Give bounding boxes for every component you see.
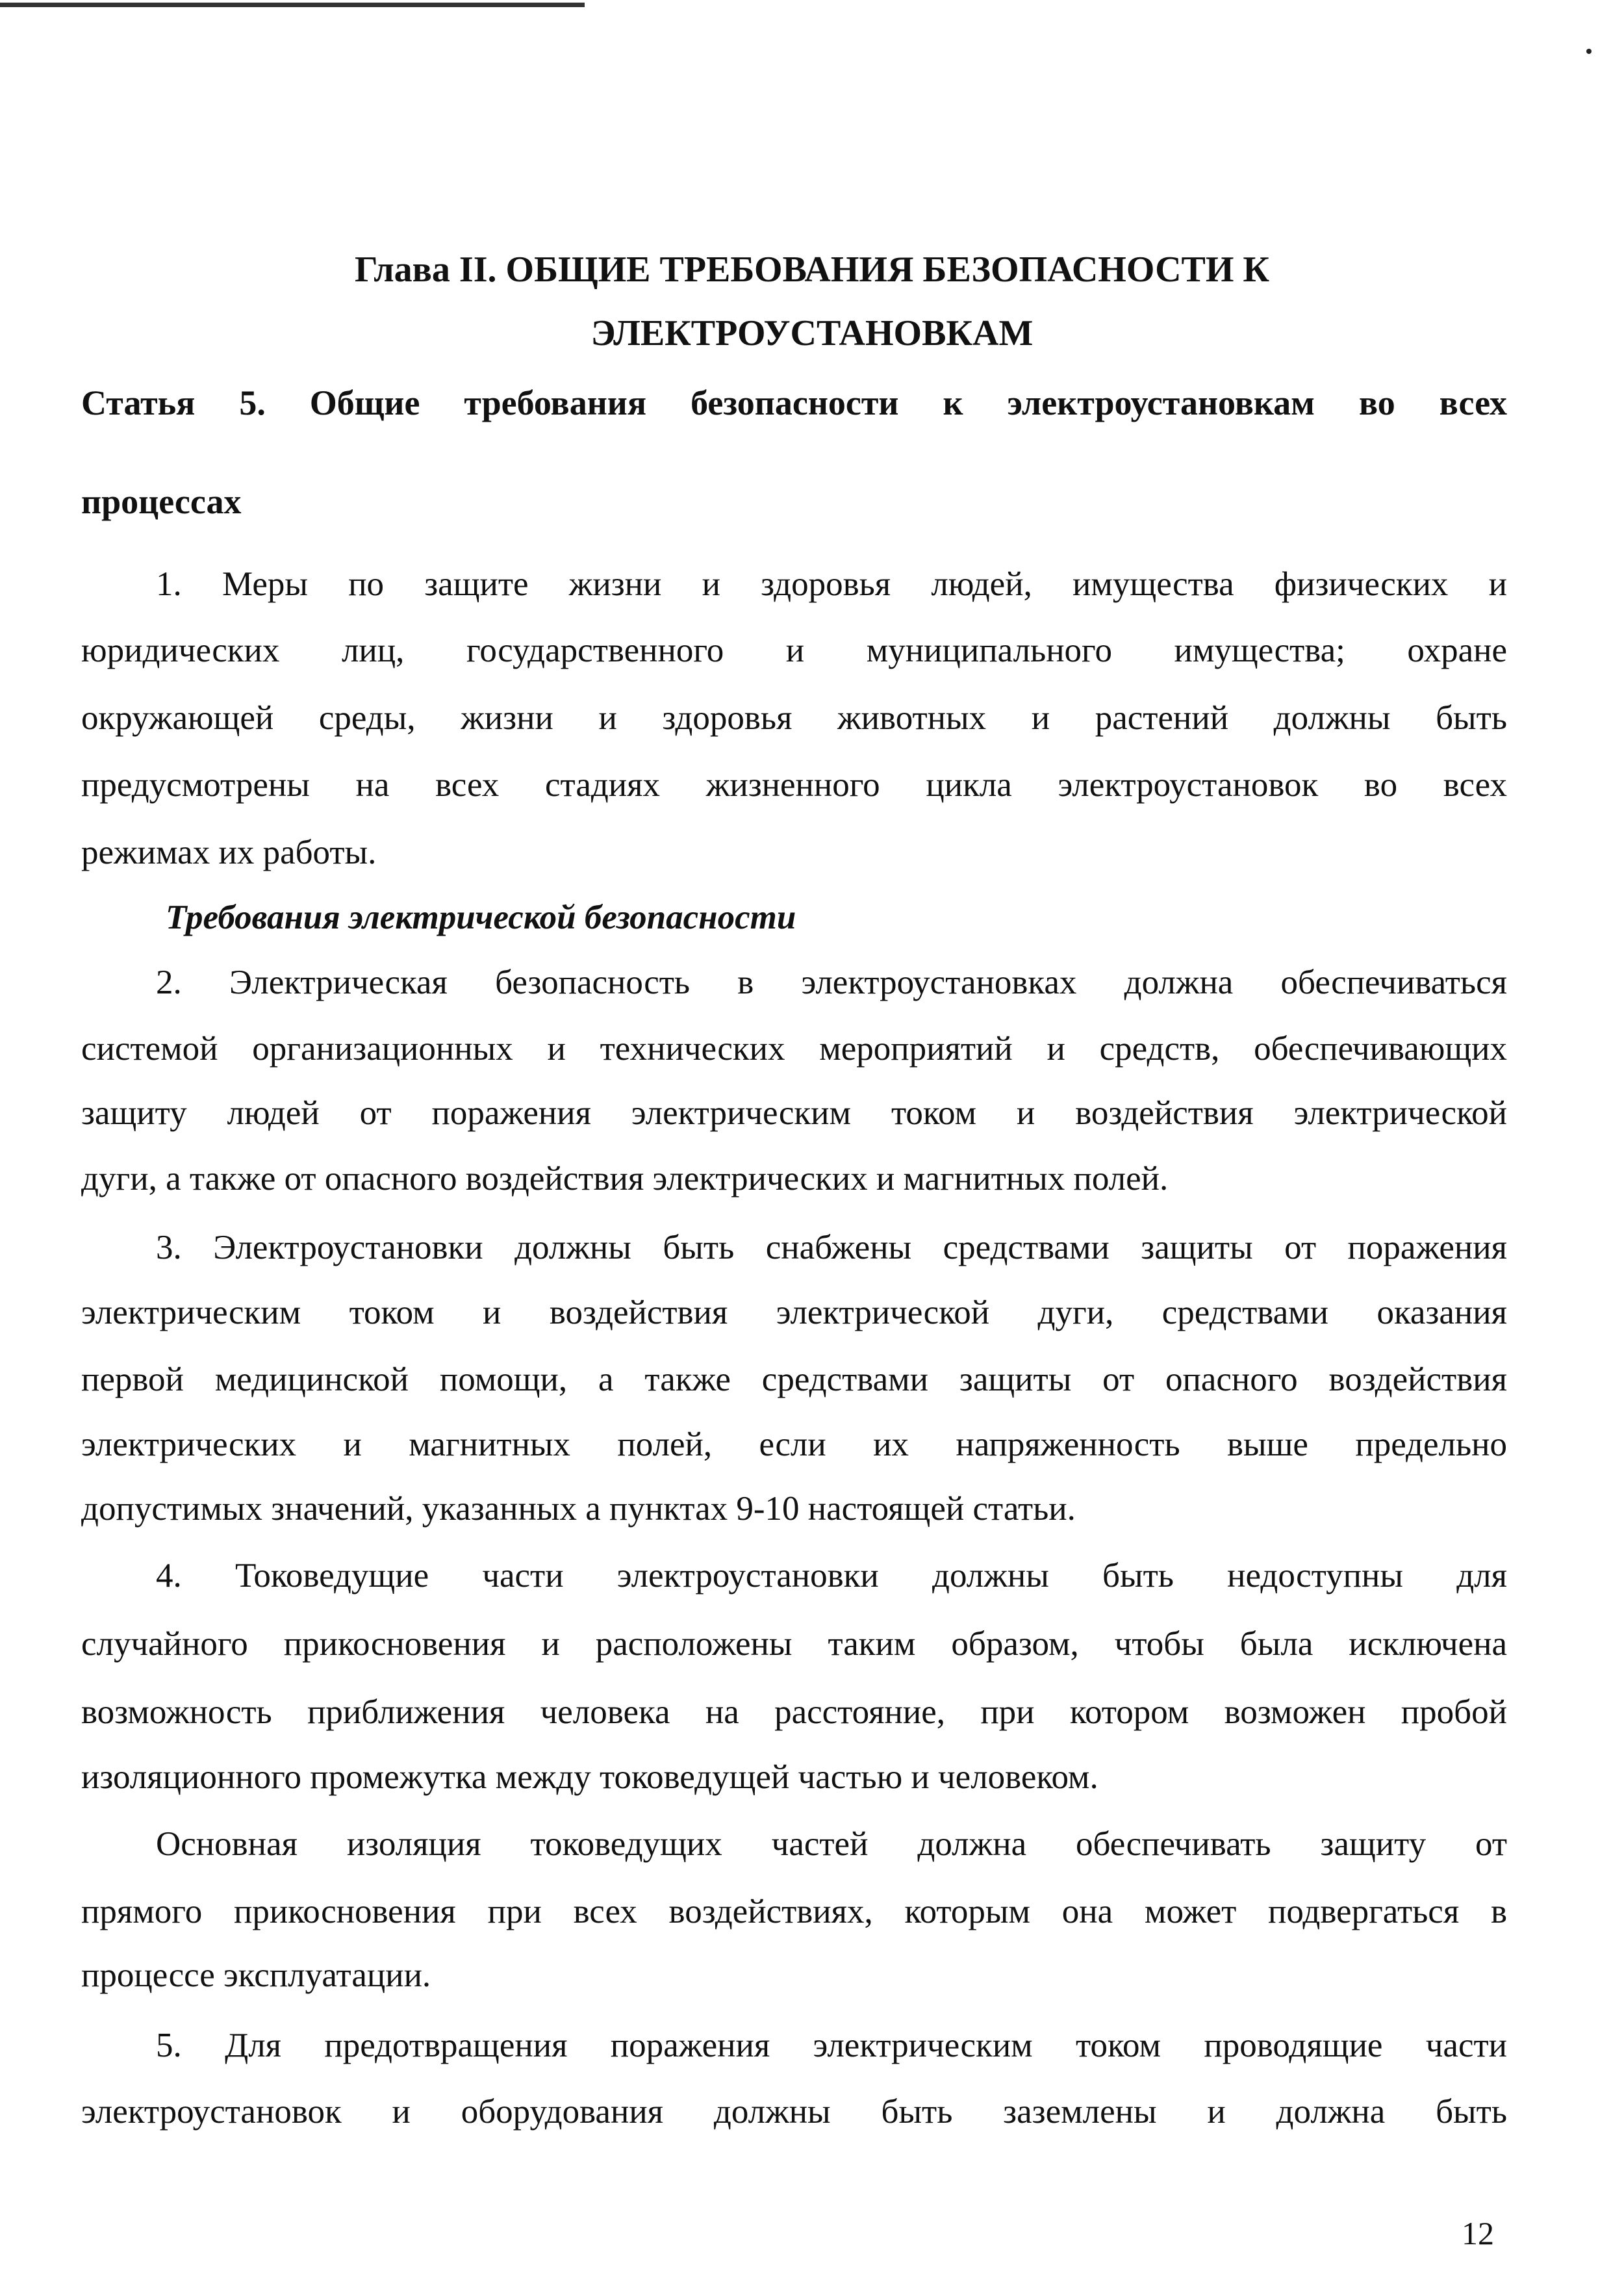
paragraph-line: процессе эксплуатации. [81,1956,431,1994]
paragraph-line: Основная изоляция токоведущих частей должна обеспечивать защиту от [156,1825,1507,1863]
paragraph-line: системой организационных и технических мероприятий и средств, обеспечивающих [81,1030,1507,1068]
paragraph-line: юридических лиц, государственного и муниципального имущества; охране [81,632,1507,669]
chapter-title-line-1: Глава II. ОБЩИЕ ТРЕБОВАНИЯ БЕЗОПАСНОСТИ К [354,250,1270,290]
page-number: 12 [1462,2215,1494,2251]
paragraph-line: изоляционного промежутка между токоведущей частью и человеком. [81,1758,1098,1796]
paragraph-line: прямого прикосновения при всех воздействиях, которым она может подвергаться в [81,1893,1507,1930]
paragraph-line: 5. Для предотвращения поражения электрическим током проводящие части [156,2027,1507,2064]
paragraph-line: случайного прикосновения и расположены таким образом, чтобы была исключена [81,1625,1507,1663]
paragraph-line: первой медицинской помощи, а также средствами защиты от опасного воздействия [81,1361,1507,1398]
paragraph-line: режимах их работы. [81,834,377,871]
paragraph-line: 3. Электроустановки должны быть снабжены средствами защиты от поражения [156,1229,1507,1266]
subheading: Требования электрической безопасности [166,899,796,936]
paragraph-line: защиту людей от поражения электрическим током и воздействия электрической [81,1094,1507,1132]
paragraph-line: окружающей среды, жизни и здоровья животных и растений должны быть [81,699,1507,737]
paragraph-line: возможность приближения человека на расстояние, при котором возможен пробой [81,1693,1507,1731]
article-title-line-1: Статья 5. Общие требования безопасности к электроустановкам во всех [81,383,1507,422]
paragraph-line: дуги, а также от опасного воздействия электрических и магнитных полей. [81,1160,1169,1198]
paragraph-line: 1. Меры по защите жизни и здоровья людей, имущества физических и [156,565,1507,603]
paragraph-line: электроустановок и оборудования должны быть заземлены и должна быть [81,2093,1507,2131]
paragraph-line: предусмотрены на всех стадиях жизненного цикла электроустановок во всех [81,766,1507,804]
scan-artifact-line [0,3,585,7]
article-title-line-2: процессах [81,482,242,521]
paragraph-line: допустимых значений, указанных а пунктах 9-10 настоящей статьи. [81,1490,1076,1528]
paragraph-line: 2. Электрическая безопасность в электроустановках должна обеспечиваться [156,964,1507,1001]
paragraph-line: 4. Токоведущие части электроустановки должны быть недоступны для [156,1557,1507,1595]
paragraph-line: электрическим током и воздействия электрической дуги, средствами оказания [81,1294,1507,1331]
paragraph-line: электрических и магнитных полей, если их напряженность выше предельно [81,1426,1507,1463]
scan-speck [1586,49,1592,54]
chapter-title-line-2: ЭЛЕКТРОУСТАНОВКАМ [590,313,1034,353]
